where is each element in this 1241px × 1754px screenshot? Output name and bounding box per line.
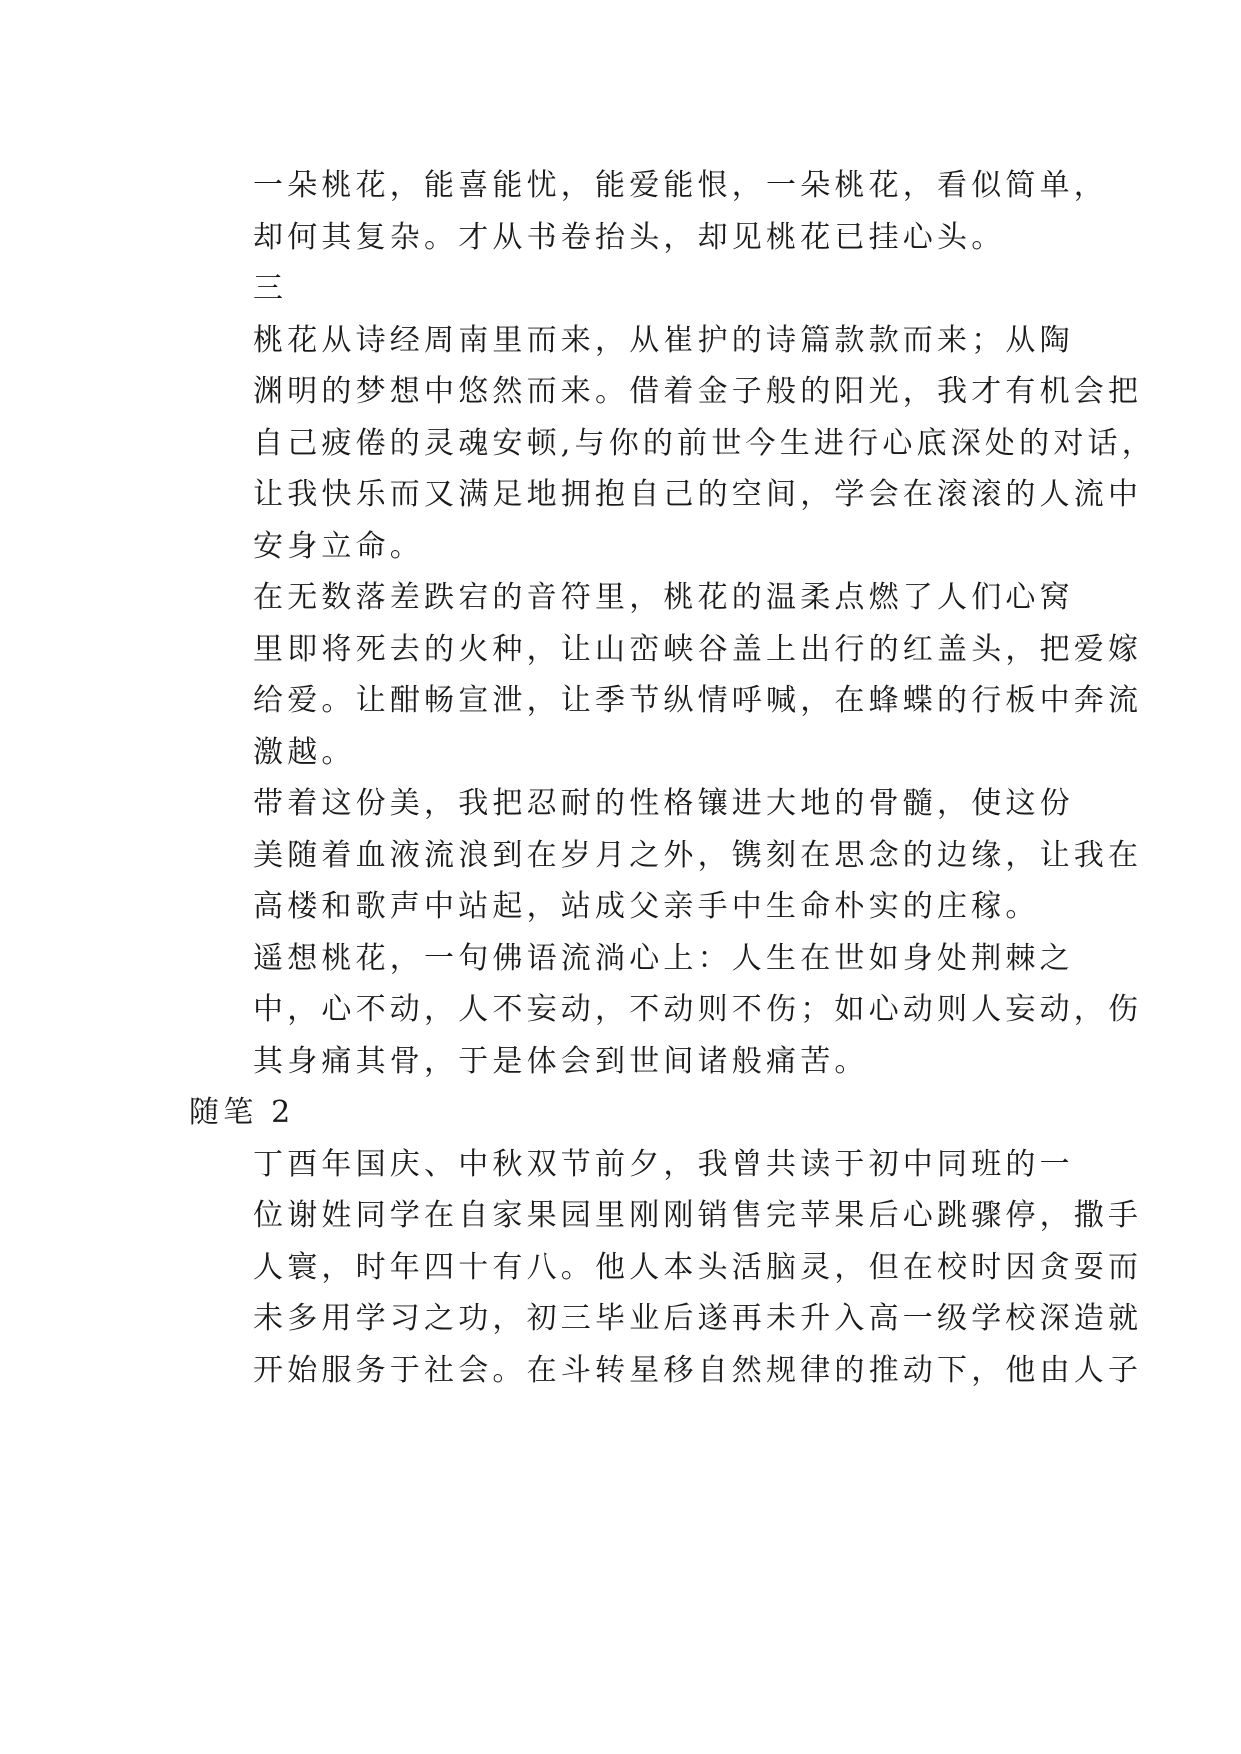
paragraph-classmate-story — [189, 1139, 1143, 1397]
text-line: 却何其复杂。才从书卷抬头，却见桃花已挂心头。 — [253, 219, 1006, 255]
paragraph-musical-notes — [189, 572, 1143, 778]
text-line: 让我快乐而又满足地拥抱自己的空间，学会在滚滚的人流中 — [253, 477, 1143, 512]
text-line: 带着这份美，我把忍耐的性格镶进大地的骨髓，使这份 — [253, 786, 1074, 821]
essay-title-heading: 随笔 2 — [189, 1095, 295, 1130]
text-line: 安身立命。 — [253, 528, 424, 564]
text-line: 桃花从诗经周南里而来，从崔护的诗篇款款而来；从陶 — [253, 322, 1074, 358]
text-line: 激越。 — [253, 734, 356, 770]
paragraph-carrying-beauty — [189, 778, 1143, 933]
text-line: 未多用学习之功，初三毕业后遂再未升入高一级学校深造就 — [253, 1301, 1143, 1336]
text-line: 中，心不动，人不妄动，不动则不伤；如心动则人妄动，伤 — [253, 992, 1143, 1027]
text-line: 美随着血液流浪到在岁月之外，镌刻在思念的边缘，让我在 — [253, 837, 1143, 873]
paragraph-peach-blossom-origins — [189, 315, 1156, 573]
text-line: 丁酉年国庆、中秋双节前夕，我曾共读于初中同班的一 — [253, 1146, 1074, 1182]
text-line: 位谢姓同学在自家果园里刚刚销售完苹果后心跳骤停，撒手 — [253, 1198, 1143, 1233]
text-line: 给爱。让酣畅宣泄，让季节纵情呼喊，在蜂蝶的行板中奔流 — [253, 683, 1143, 718]
section-number-heading: 三 — [253, 271, 288, 306]
text-line: 自己疲倦的灵魂安顿,与你的前世今生进行心底深处的对话， — [253, 425, 1156, 461]
text-line: 其身痛其骨，于是体会到世间诸般痛苦。 — [253, 1043, 869, 1079]
text-line: 高楼和歌声中站起，站成父亲手中生命朴实的庄稼。 — [253, 889, 1040, 924]
text-line: 里即将死去的火种，让山峦峡谷盖上出行的红盖头，把爱嫁 — [253, 631, 1143, 667]
text-line: 一朵桃花，能喜能忧，能爱能恨，一朵桃花，看似简单， — [253, 168, 1108, 203]
text-line: 人寰，时年四十有八。他人本头活脑灵，但在校时因贪耍而 — [253, 1249, 1143, 1285]
document-body — [189, 160, 1156, 1396]
paragraph-buddhist-saying — [189, 933, 1143, 1088]
text-line: 遥想桃花，一句佛语流淌心上：人生在世如身处荆棘之 — [253, 940, 1074, 976]
text-line: 开始服务于社会。在斗转星移自然规律的推动下，他由人子 — [253, 1352, 1143, 1388]
paragraph-peach-blossom-emotions — [189, 160, 1108, 263]
text-line: 渊明的梦想中悠然而来。借着金子般的阳光，我才有机会把 — [253, 374, 1143, 409]
text-line: 在无数落差跌宕的音符里，桃花的温柔点燃了人们心窝 — [253, 580, 1074, 615]
